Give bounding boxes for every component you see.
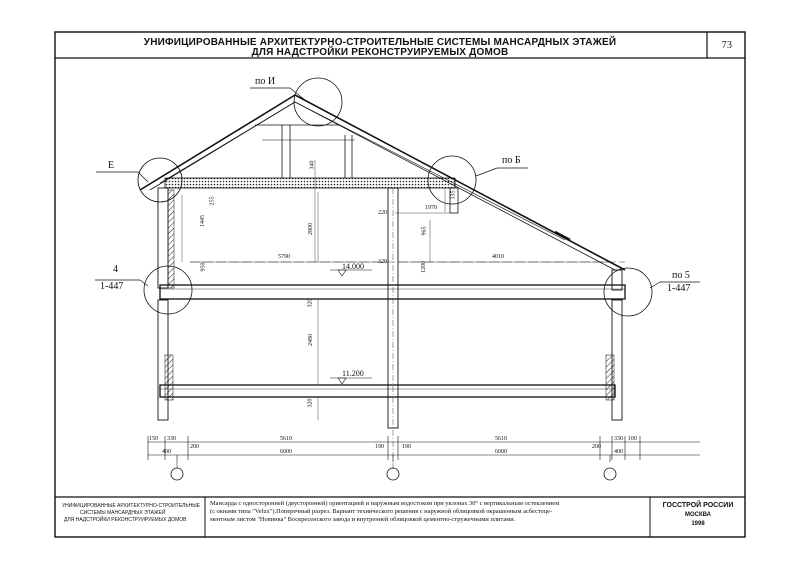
dim-c400-b: 400 [614, 449, 623, 455]
dim-1970: 1970 [425, 205, 437, 211]
dim-b330-b: 330 [614, 436, 623, 442]
tb-org-line2: МОСКВА [684, 512, 712, 518]
tb-org-line1: ГОССТРОЙ РОССИИ [662, 502, 734, 509]
dim-b330: 330 [167, 436, 176, 442]
callout-left-sheet: 1-447 [100, 281, 124, 292]
level-upper: 14.000 [342, 262, 364, 271]
dim-320-b: 320 [307, 298, 314, 308]
dim-965: 965 [421, 226, 428, 236]
dim-b5610: 5610 [280, 436, 292, 442]
sheet-title-line1: УНИФИЦИРОВАННЫЕ АРХИТЕКТУРНО-СТРОИТЕЛЬНЫЕ СИСТЕМЫ МАНСАРДНЫХ ЭТАЖЕЙ [143, 37, 617, 48]
attic-ceiling [165, 178, 455, 188]
walls [158, 188, 622, 470]
dim-2480: 2480 [308, 334, 314, 346]
tb-left-line2: СИСТЕМЫ МАНСАРДНЫХ ЭТАЖЕЙ [80, 510, 166, 516]
tb-desc-line1: Мансарда с односторонней (двусторонней) ориентацией и наружным водостоком при уклонах 30° с вертикальным остеклением [210, 500, 560, 507]
dim-c6000-b: 6000 [495, 449, 507, 455]
callout-right-num: по 5 [672, 270, 690, 281]
callout-e: Е [108, 160, 115, 171]
dim-c200-b: 200 [592, 444, 601, 450]
dim-2800: 2800 [308, 223, 314, 235]
dim-c190-b: 190 [402, 444, 411, 450]
floor-slabs [160, 262, 625, 397]
dim-320-c: 320 [307, 398, 314, 408]
tb-desc-line2: (с окнами типа "Velux").Поперечный разрез. Вариант технического решения с наружной облицовкой окрашенным асбестоце- [210, 508, 553, 515]
dim-c6000: 6000 [280, 449, 292, 455]
level-markers [330, 270, 372, 384]
grid-axis-bubbles [171, 462, 616, 480]
dim-135: 135 [450, 190, 457, 200]
page-number: 73 [721, 40, 733, 51]
callout-po-b: по Б [502, 155, 521, 166]
callout-left-num: 4 [113, 264, 118, 275]
dim-c400: 400 [162, 449, 171, 455]
sheet-title-line2: ДЛЯ НАДСТРОЙКИ РЕКОНСТРУИРУЕМЫХ ДОМОВ [251, 47, 509, 58]
dim-b5610-b: 5610 [495, 436, 507, 442]
dim-1200: 1200 [421, 261, 427, 273]
tb-desc-line3: ментным листом "Новинка" Воскресенского завода и внутренней облицовкой цементно-стружечными плитами. [210, 516, 516, 523]
dim-b100: 100 [628, 436, 637, 442]
tb-org-line3: 1998 [691, 521, 705, 527]
dim-b150: 150 [149, 436, 158, 442]
dim-320: 320 [378, 259, 387, 265]
callout-po-i: по И [255, 76, 276, 87]
dim-c190: 190 [375, 444, 384, 450]
dim-950: 950 [200, 262, 207, 272]
dim-5790: 5790 [278, 254, 290, 260]
level-lower: 11.200 [342, 369, 364, 378]
callout-right-sheet: 1-447 [667, 283, 691, 294]
dim-c200: 200 [190, 444, 199, 450]
dim-220: 220 [378, 210, 387, 216]
dim-255: 255 [209, 196, 216, 206]
dim-4010: 4010 [492, 254, 504, 260]
tb-left-line1: УНИФИЦИРОВАННЫЕ АРХИТЕКТУРНО-СТРОИТЕЛЬНЫЕ [62, 503, 200, 509]
dim-340: 340 [309, 160, 316, 170]
tb-left-line3: ДЛЯ НАДСТРОЙКИ РЕКОНСТРУИРУЕМЫХ ДОМОВ [64, 517, 187, 523]
dim-1445: 1445 [200, 215, 206, 227]
